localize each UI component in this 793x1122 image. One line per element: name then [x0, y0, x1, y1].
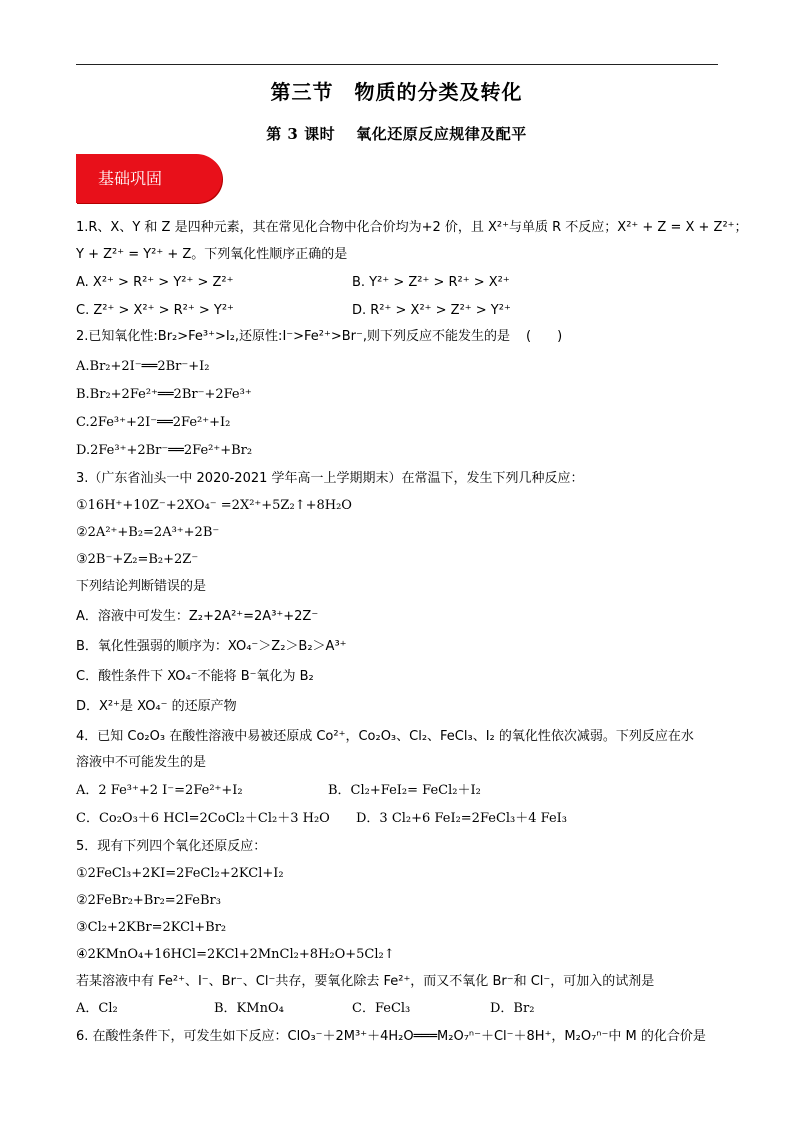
q5-option-c: C．FeCl₃ [352, 1001, 411, 1016]
q2-answer-paren: ( ) [526, 329, 563, 344]
q5-question: 若某溶液中有 Fe²⁺、I⁻、Br⁻、Cl⁻共存，要氧化除去 Fe²⁺，而又不氧化 Br⁻和 Cl⁻，可加入的试剂是 [76, 974, 655, 989]
section-badge: 基础巩固 [76, 154, 222, 203]
q3-question: 下列结论判断错误的是 [76, 579, 207, 594]
q5-stem: 5．现有下列四个氧化还原反应： [76, 839, 267, 854]
q5-reaction-2: ②2FeBr₂+Br₂=2FeBr₃ [76, 893, 221, 908]
page-title: 第三节 物质的分类及转化 [270, 80, 523, 104]
q1-option-b: B. Y²⁺ > Z²⁺ > R²⁺ > X²⁺ [352, 275, 510, 290]
q3-reaction-3: ③2B⁻+Z₂=B₂+2Z⁻ [76, 552, 199, 567]
q3-option-d: D．X²⁺是 XO₄⁻ 的还原产物 [76, 699, 237, 714]
q6-stem: 6. 在酸性条件下，可发生如下反应：ClO₃⁻＋2M³⁺＋4H₂O═══M₂O₇ⁿ⁻＋Cl⁻＋8H⁺，M₂O₇ⁿ⁻中 M 的化合价是 [76, 1029, 706, 1044]
q1-stem-line1: 1.R、X、Y 和 Z 是四种元素，其在常见化合物中化合价均为+2 价，且 X²⁺与单质 R 不反应；X²⁺ + Z = X + Z²⁺； [76, 220, 748, 235]
q3-reaction-2: ②2A²⁺+B₂=2A³⁺+2B⁻ [76, 525, 220, 540]
q2-stem [76, 328, 562, 346]
q4-stem-line2: 溶液中不可能发生的是 [76, 755, 207, 770]
q3-option-a: A．溶液中可发生：Z₂+2A²⁺=2A³⁺+2Z⁻ [76, 609, 319, 624]
q4-option-b: B．Cl₂+FeI₂= FeCl₂＋I₂ [328, 783, 481, 798]
header-rule [76, 64, 718, 65]
lesson-subtitle: 第 3 课时 氧化还原反应规律及配平 [266, 125, 527, 143]
q1-stem-line2: Y + Z²⁺ = Y²⁺ + Z。下列氧化性顺序正确的是 [76, 247, 348, 262]
q4-stem-line1: 4．已知 Co₂O₃ 在酸性溶液中易被还原成 Co²⁺，Co₂O₃、Cl₂、FeCl₃、I₂ 的氧化性依次减弱。下列反应在水 [76, 729, 694, 744]
q5-option-a: A．Cl₂ [76, 1001, 118, 1016]
q4-option-d: D．3 Cl₂+6 FeI₂=2FeCl₃＋4 FeI₃ [356, 811, 568, 826]
q3-option-b: B．氧化性强弱的顺序为：XO₄⁻＞Z₂＞B₂＞A³⁺ [76, 639, 347, 654]
q1-option-d: D. R²⁺ > X²⁺ > Z²⁺ > Y²⁺ [352, 303, 511, 318]
q3-reaction-1: ①16H⁺+10Z⁻+2XO₄⁻ =2X²⁺+5Z₂↑+8H₂O [76, 498, 352, 513]
q3-option-c: C．酸性条件下 XO₄⁻不能将 B⁻氧化为 B₂ [76, 669, 314, 684]
q2-option-d: D.2Fe³⁺+2Br⁻══2Fe²⁺+Br₂ [76, 443, 253, 458]
q5-reaction-1: ①2FeCl₃+2KI=2FeCl₂+2KCl+I₂ [76, 866, 284, 881]
q4-option-a: A．2 Fe³⁺+2 I⁻=2Fe²⁺+I₂ [76, 783, 243, 798]
q5-option-b: B．KMnO₄ [214, 1001, 284, 1016]
q5-reaction-3: ③Cl₂+2KBr=2KCl+Br₂ [76, 920, 227, 935]
q1-option-a: A. X²⁺ > R²⁺ > Y²⁺ > Z²⁺ [76, 275, 234, 290]
q2-option-c: C.2Fe³⁺+2I⁻══2Fe²⁺+I₂ [76, 415, 231, 430]
q1-option-c: C. Z²⁺ > X²⁺ > R²⁺ > Y²⁺ [76, 303, 234, 318]
q5-reaction-4: ④2KMnO₄+16HCl=2KCl+2MnCl₂+8H₂O+5Cl₂↑ [76, 947, 395, 962]
q2-option-a: A.Br₂+2I⁻══2Br⁻+I₂ [76, 359, 210, 374]
q2-stem-text: 2.已知氧化性:Br₂>Fe³⁺>I₂,还原性:I⁻>Fe²⁺>Br⁻,则下列反应不能发生的是 [76, 329, 511, 344]
q5-option-d: D．Br₂ [490, 1001, 535, 1016]
q4-option-c: C．Co₂O₃＋6 HCl=2CoCl₂＋Cl₂＋3 H₂O [76, 811, 330, 826]
q2-option-b: B.Br₂+2Fe²⁺══2Br⁻+2Fe³⁺ [76, 387, 252, 402]
q3-stem: 3.（广东省汕头一中 2020-2021 学年高一上学期期末）在常温下，发生下列几种反应： [76, 471, 584, 486]
